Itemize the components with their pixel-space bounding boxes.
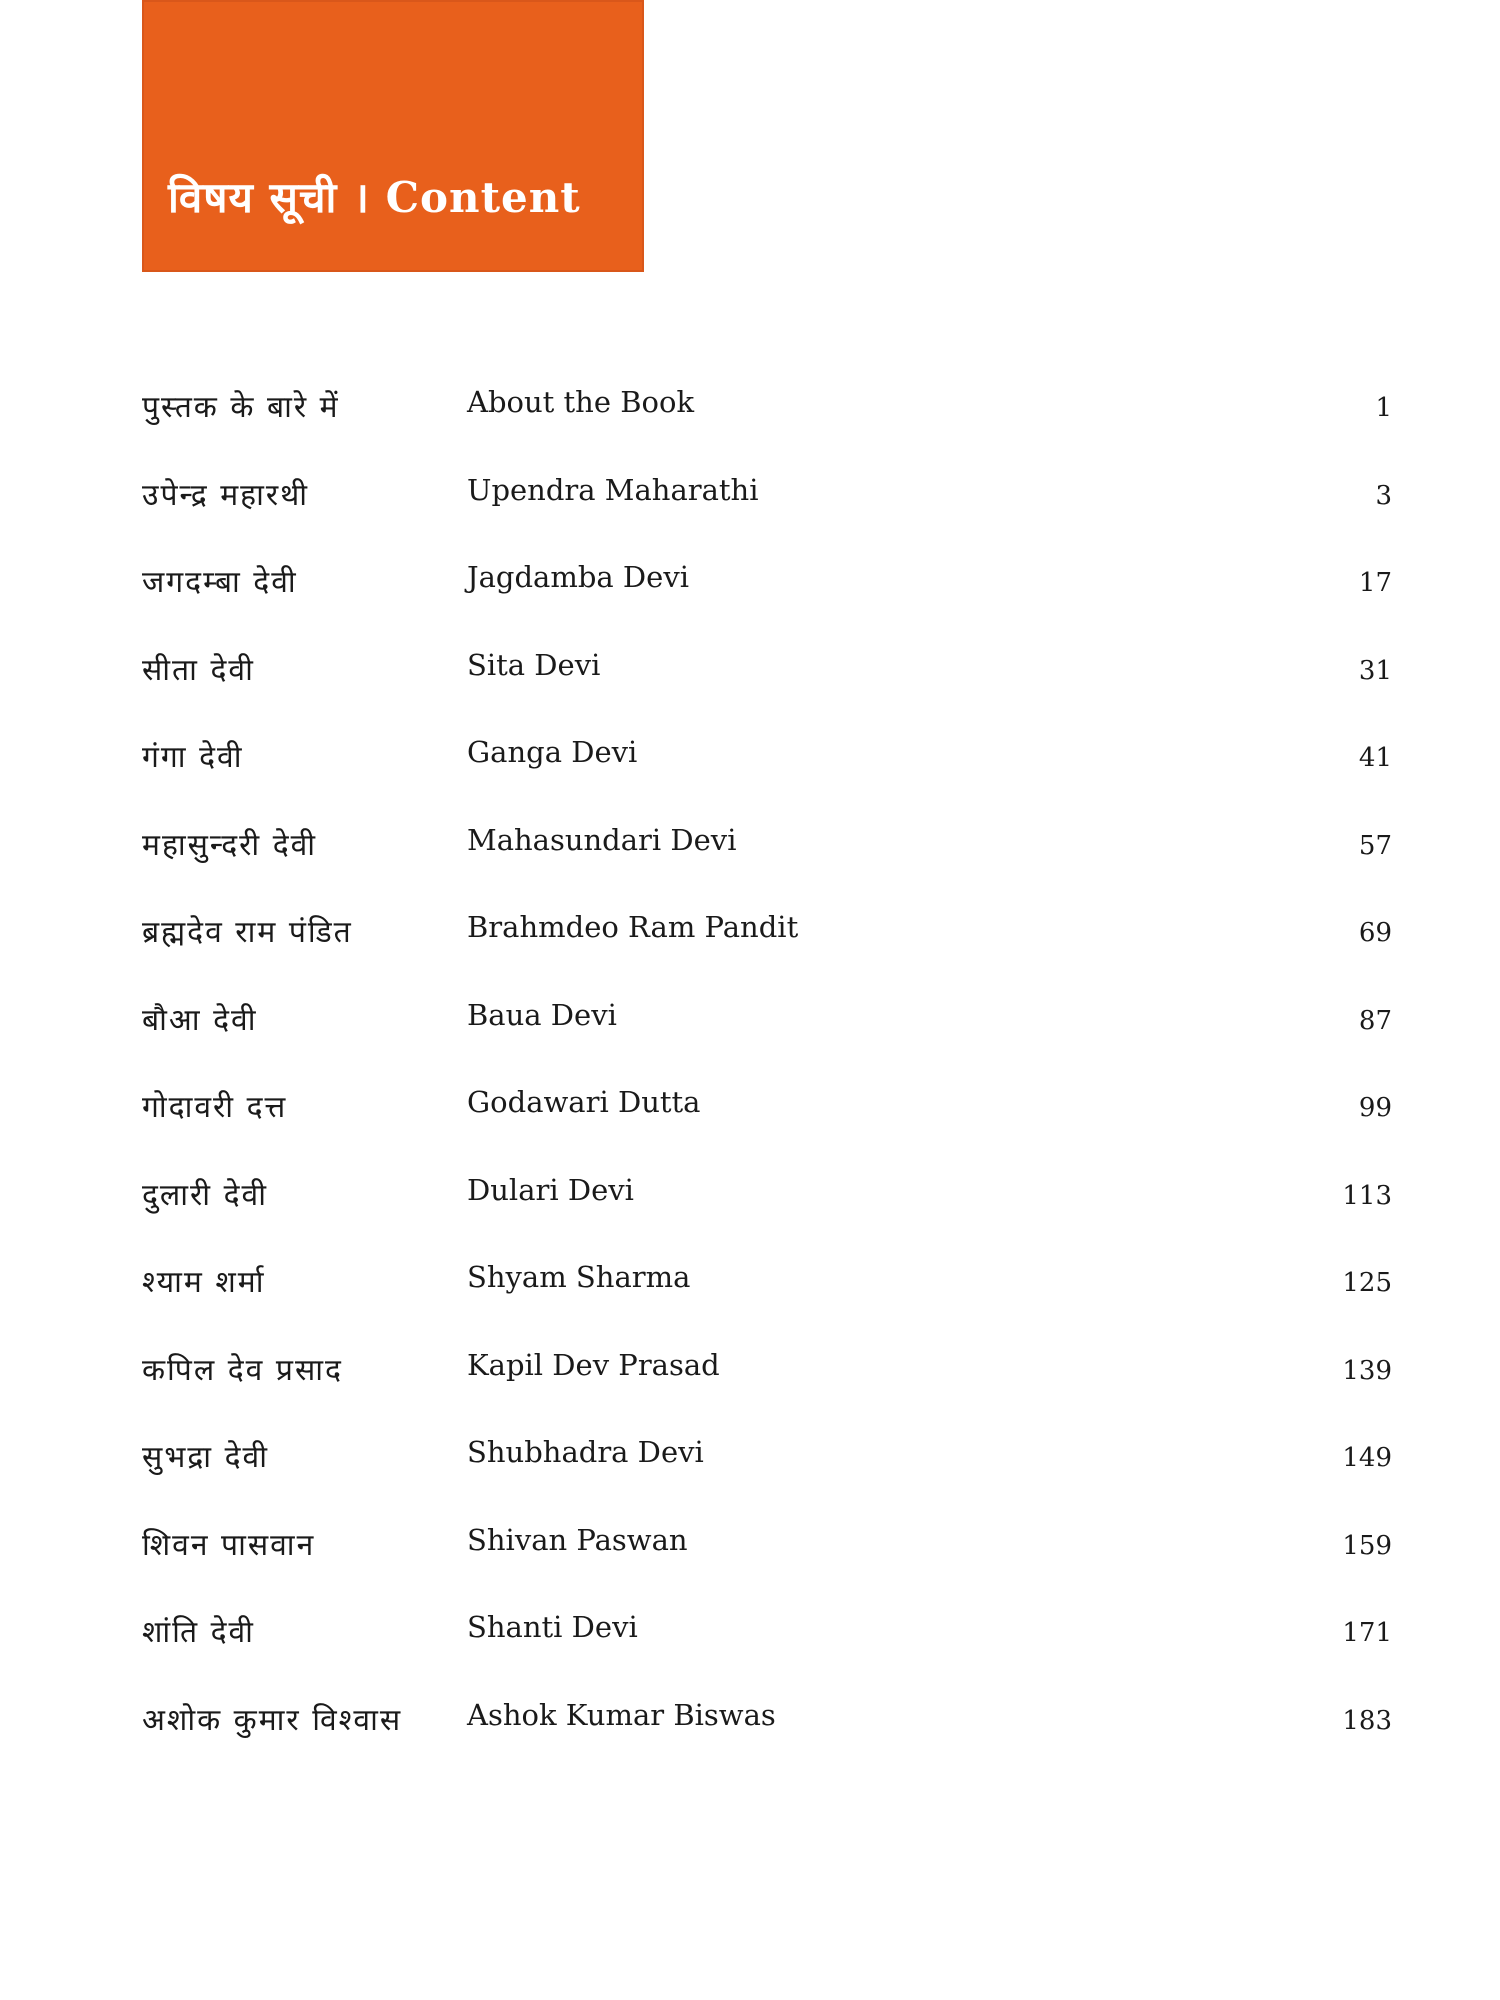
toc-entry[interactable] — [142, 1085, 1392, 1173]
toc-entry-english-title: Shubhadra Devi — [467, 1435, 704, 1469]
toc-entry-page-number: 3 — [1375, 480, 1392, 511]
toc-entry-hindi-title: अशोक कुमार विश्वास — [142, 1702, 403, 1738]
toc-entry-hindi-title: गोदावरी दत्त — [142, 1090, 288, 1125]
toc-entry-english-title: Ganga Devi — [467, 735, 638, 769]
toc-entry-page-number: 31 — [1358, 655, 1392, 686]
toc-entry[interactable] — [142, 560, 1392, 648]
toc-entry-hindi-title: उपेन्द्र महारथी — [142, 477, 310, 513]
toc-entry-page-number: 69 — [1358, 918, 1392, 948]
toc-entry-hindi-title: महासुन्दरी देवी — [142, 827, 318, 863]
toc-entry-english-title: Dulari Devi — [467, 1172, 634, 1207]
toc-entry-page-number: 113 — [1342, 1180, 1392, 1211]
table-of-contents — [142, 385, 1392, 1785]
toc-entry-page-number: 99 — [1358, 1093, 1392, 1123]
toc-entry-page-number: 41 — [1358, 743, 1392, 773]
toc-entry-hindi-title: शांति देवी — [142, 1615, 255, 1650]
toc-entry-english-title: Ashok Kumar Biswas — [467, 1697, 776, 1732]
toc-entry[interactable] — [142, 910, 1392, 998]
toc-entry-english-title: Sita Devi — [467, 647, 601, 682]
toc-entry-english-title: Upendra Maharathi — [467, 472, 759, 507]
toc-entry[interactable] — [142, 1610, 1392, 1698]
toc-entry[interactable] — [142, 998, 1392, 1086]
toc-entry-page-number: 171 — [1342, 1618, 1392, 1648]
toc-entry-page-number: 17 — [1358, 568, 1392, 598]
toc-entry-english-title: Shivan Paswan — [467, 1522, 688, 1557]
toc-entry-hindi-title: श्याम शर्मा — [142, 1265, 266, 1300]
toc-entry-english-title: About the Book — [467, 385, 695, 419]
toc-entry[interactable] — [142, 823, 1392, 911]
content-header-block — [142, 0, 644, 272]
toc-entry[interactable] — [142, 1435, 1392, 1523]
toc-entry-english-title: Baua Devi — [467, 997, 617, 1032]
toc-entry-english-title: Jagdamba Devi — [467, 560, 689, 594]
toc-entry-hindi-title: कपिल देव प्रसाद — [142, 1352, 343, 1388]
toc-entry-hindi-title: शिवन पासवान — [142, 1527, 316, 1563]
toc-entry[interactable] — [142, 735, 1392, 823]
toc-entry-english-title: Kapil Dev Prasad — [467, 1347, 720, 1382]
toc-entry-english-title: Brahmdeo Ram Pandit — [467, 910, 799, 944]
toc-entry-hindi-title: सीता देवी — [142, 652, 255, 688]
toc-entry-page-number: 159 — [1342, 1530, 1392, 1561]
toc-entry-page-number: 149 — [1342, 1443, 1392, 1473]
toc-entry-english-title: Shanti Devi — [467, 1610, 638, 1644]
toc-entry-hindi-title: पुस्तक के बारे में — [142, 390, 340, 425]
toc-entry-page-number: 87 — [1358, 1005, 1392, 1036]
toc-entry-english-title: Godawari Dutta — [467, 1085, 701, 1119]
toc-entry-hindi-title: जगदम्बा देवी — [142, 565, 298, 600]
toc-entry-hindi-title: दुलारी देवी — [142, 1177, 268, 1213]
toc-entry-english-title: Mahasundari Devi — [467, 822, 737, 857]
toc-entry[interactable] — [142, 473, 1392, 561]
toc-entry-hindi-title: बौआ देवी — [142, 1002, 258, 1038]
toc-entry-page-number: 1 — [1375, 393, 1392, 423]
toc-entry[interactable] — [142, 385, 1392, 473]
toc-entry[interactable] — [142, 1260, 1392, 1348]
toc-entry[interactable] — [142, 1348, 1392, 1436]
page-title: विषय सूची । Content — [168, 173, 581, 222]
toc-entry-english-title: Shyam Sharma — [467, 1260, 691, 1294]
toc-entry-hindi-title: सुभद्रा देवी — [142, 1440, 269, 1475]
toc-entry[interactable] — [142, 1698, 1392, 1786]
toc-entry-page-number: 183 — [1342, 1705, 1392, 1736]
toc-entry-hindi-title: गंगा देवी — [142, 740, 244, 775]
toc-entry-page-number: 57 — [1358, 830, 1392, 861]
toc-entry-page-number: 139 — [1342, 1355, 1392, 1386]
toc-entry-hindi-title: ब्रह्मदेव राम पंडित — [142, 915, 353, 950]
toc-entry[interactable] — [142, 648, 1392, 736]
toc-entry[interactable] — [142, 1523, 1392, 1611]
toc-entry-page-number: 125 — [1342, 1268, 1392, 1298]
toc-entry[interactable] — [142, 1173, 1392, 1261]
